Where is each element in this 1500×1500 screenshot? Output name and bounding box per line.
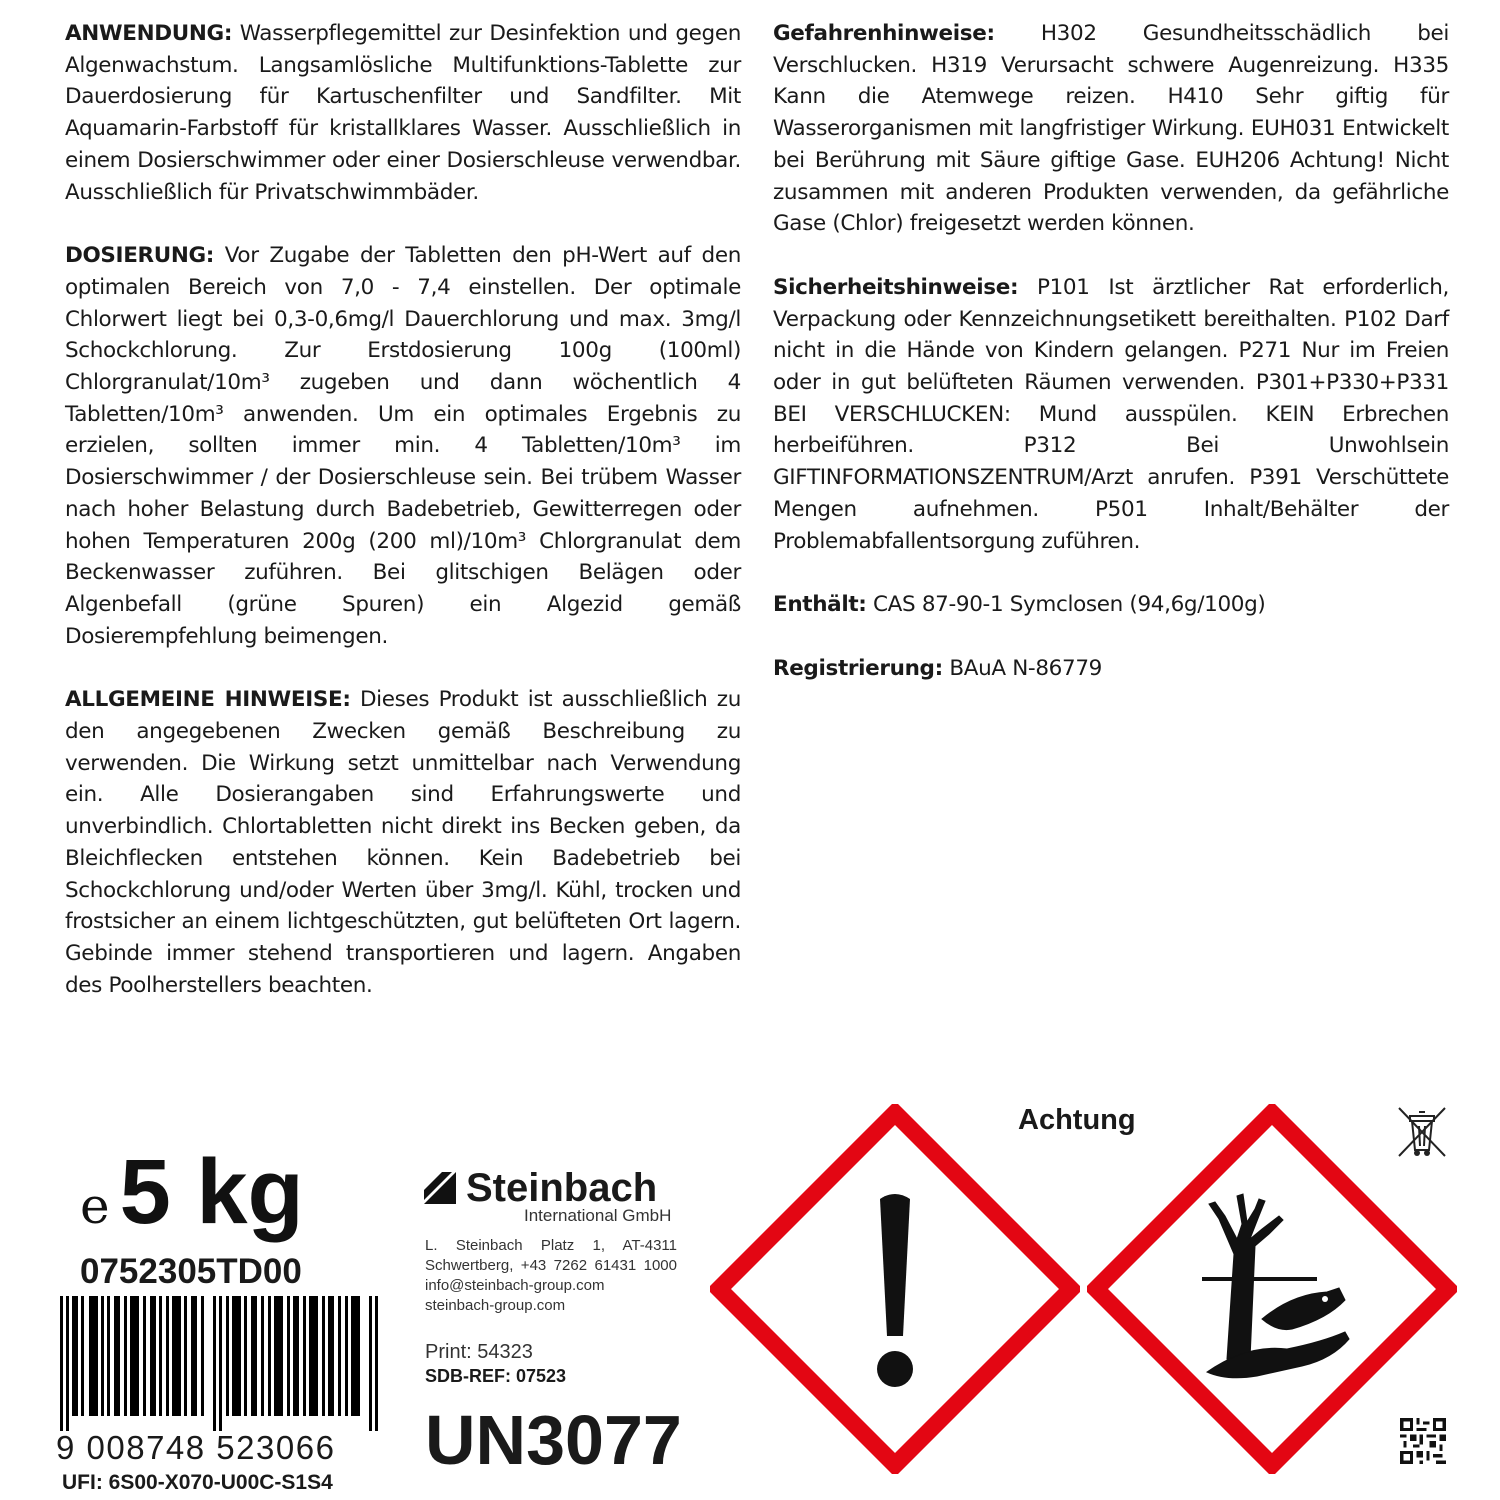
qr-code-icon xyxy=(1400,1418,1446,1464)
company-name: Steinbach xyxy=(466,1166,658,1210)
precautionary-heading: Sicherheitshinweise: xyxy=(773,274,1019,300)
crossed-bin-icon xyxy=(1393,1104,1451,1160)
steinbach-logo xyxy=(424,1168,657,1208)
dosage-text: Vor Zugabe der Tabletten den pH-Wert auf den optimalen Bereich von 7,0 - 7,4 einstellen. Der optimale Chlorwert liegt bei 0,3-0,6mg/l Dauerchlorung und max. 3mg/l Schockchlorung. Zur Erstdosierung 100g (100ml) Chlorgranulat/10m³ zugeben und dann wöchentlich 4 Tabletten/10m³ anwenden. Um ein optimales Ergebnis zu erzielen, sollten immer min. 4 Tabletten/10m³ im Dosierschwimmer / der Dosierschleuse sein. Bei trübem Wasser nach hoher Belastung durch Badebetrieb, Gewitterregen oder hohen Temperaturen 200g (200 ml)/10m³ Chlorgranulat dem Beckenwasser zuführen. Bei glitschigen Belägen oder Algenbefall (grüne Spuren) ein Algezid gemäß Dosierempfehlung beimengen. xyxy=(65,243,741,649)
weight-value: 5 kg xyxy=(119,1141,304,1243)
precautionary-statements-paragraph xyxy=(773,272,1449,557)
barcode xyxy=(60,1296,378,1431)
precautionary-text: P101 Ist ärztlicher Rat erforderlich, Verpackung oder Kennzeichnungsetikett bereithalten. P102 Darf nicht in die Hände von Kindern gelangen. P271 Nur im Freien oder in gut belüfteten Räumen verwenden. P301+P330+P331 BEI VERSCHLUCKEN: Mund ausspülen. KEIN Erbrechen herbeiführen. P312 Bei Unwohlsein GIFTINFORMATIONSZENTRUM/Arzt anrufen. P391 Verschüttete Mengen aufnehmen. P501 Inhalt/Behälter der Problemabfallentsorgung zuführen. xyxy=(773,274,1449,554)
registration-heading: Registrierung: xyxy=(773,655,943,681)
signal-word: Achtung xyxy=(1018,1104,1136,1136)
address-line: steinbach-group.com xyxy=(425,1297,566,1314)
contains-heading: Enthält: xyxy=(773,592,867,618)
contains-text: CAS 87-90-1 Symclosen (94,6g/100g) xyxy=(866,592,1266,618)
print-number: Print: 54323 xyxy=(425,1341,533,1363)
general-notes-text: Dieses Produkt ist ausschließlich zu den angegebenen Zwecken gemäß Beschreibung zu verwenden. Die Wirkung setzt unmittelbar nach Verwendung ein. Alle Dosierangaben sind Erfahrungswerte und unverbindlich. Chlortabletten nicht direkt ins Becken geben, da Bleichflecken entstehen können. Kein Badebetrieb bei Schockchlorung und/oder Werten über 3mg/l. Kühl, trocken und frostsicher an einem lichtgeschützten, gut belüfteten Ort lagern. Gebinde immer stehend transportieren und lagern. Angaben des Poolherstellers beachten. xyxy=(65,687,741,998)
registration-text: BAuA N-86779 xyxy=(942,655,1102,681)
ufi-code: UFI: 6S00-X070-U00C-S1S4 xyxy=(62,1471,333,1494)
hazard-statements-paragraph xyxy=(773,18,1449,240)
left-text-column xyxy=(65,18,741,1033)
address-line: L. Steinbach Platz 1, AT-4311 xyxy=(425,1237,677,1254)
un-number: UN3077 xyxy=(425,1401,682,1479)
dosage-paragraph xyxy=(65,240,741,652)
address-line: Schwertberg, +43 7262 61431 1000 xyxy=(425,1257,677,1274)
sdb-reference: SDB-REF: 07523 xyxy=(425,1366,567,1386)
steinbach-logo-icon xyxy=(424,1172,456,1204)
estimated-sign: e xyxy=(80,1177,110,1235)
company-subtitle: International GmbH xyxy=(524,1206,672,1225)
hazard-statements-text: H302 Gesundheitsschädlich bei Verschlucken. H319 Verursacht schwere Augenreizung. H335 Kann die Atemwege reizen. H410 Sehr giftig für Wasserorganismen mit langfristiger Wirkung. EUH031 Entwickelt bei Berührung mit Säure giftige Gase. EUH206 Achtung! Nicht zusammen mit anderen Produkten verwenden, da gefährliche Gase (Chlor) freigesetzt werden können. xyxy=(773,21,1449,237)
usage-heading: ANWENDUNG: xyxy=(65,21,233,46)
general-notes-paragraph xyxy=(65,684,741,1001)
net-weight xyxy=(80,1142,304,1256)
general-notes-heading: ALLGEMEINE HINWEISE: xyxy=(65,687,351,713)
ean-number: 9 008748 523066 xyxy=(56,1429,336,1466)
company-address xyxy=(425,1236,677,1316)
dosage-heading: DOSIERUNG: xyxy=(65,243,215,269)
article-number: 0752305TD00 xyxy=(80,1252,302,1291)
address-line: info@steinbach-group.com xyxy=(425,1277,605,1294)
right-text-column xyxy=(773,18,1449,717)
hazard-statements-heading: Gefahrenhinweise: xyxy=(773,21,995,46)
registration-paragraph xyxy=(773,653,1449,685)
usage-text: Wasserpflegemittel zur Desinfektion und gegen Algenwachstum. Langsamlösliche Multifunktions-Tablette zur Dauerdosierung für Kartuschenfilter und Sandfilter. Mit Aquamarin-Farbstoff für kristallklares Wasser. Ausschließlich in einem Dosierschwimmer oder einer Dosierschleuse verwendbar. Ausschließlich für Privatschwimmbäder. xyxy=(65,21,741,205)
usage-paragraph xyxy=(65,18,741,208)
contains-paragraph xyxy=(773,589,1449,621)
exclamation-mark-pictogram xyxy=(710,1104,1080,1474)
